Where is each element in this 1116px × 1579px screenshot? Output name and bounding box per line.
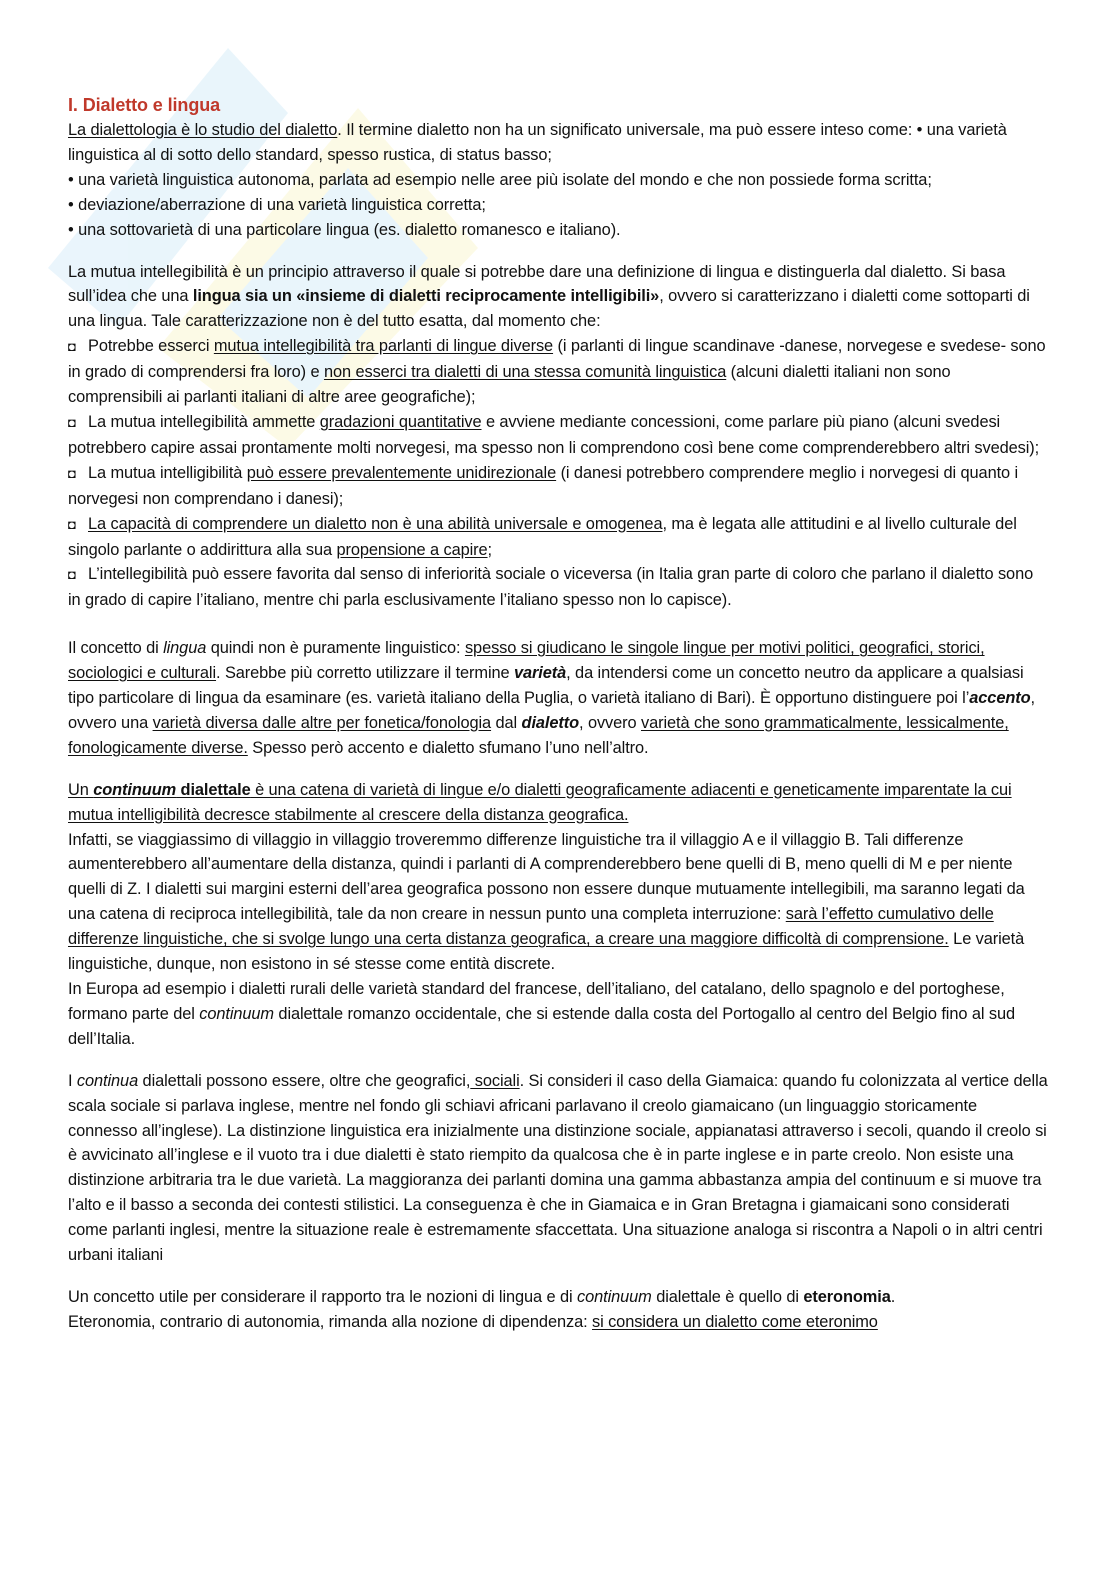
underlined-definition: Un continuum dialettale è una catena di varietà di lingue e/o dialetti geograficamente adiacenti e geneticamente imparentate la cui mutua intelligibilità decresce stabilmente al crescere della distanza geografica. bbox=[68, 780, 1012, 824]
paragraph-eteronomia: Un concetto utile per considerare il rapporto tra le nozioni di lingua e di continuum dialettale è quello di eteronomia. Eteronomia, contrario di autonomia, rimanda alla nozione di dipendenza: si considera un dialetto come eteronimo bbox=[68, 1287, 896, 1331]
bullet-icon: ◘ bbox=[68, 465, 76, 481]
paragraph-mutua-intellegibilita: La mutua intellegibilità è un principio attraverso il quale si potrebbe dare una definizione di lingua e distinguerla dal dialetto. Si basa sull’idea che una lingua sia un «insieme di dialetti reciprocamente intelligibili», ovvero si caratterizzano i dialetti come sottoparti di una lingua. Tale caratterizzazione non è del tutto esatta, dal momento che: ◘ Potrebbe esserci mutua intellegibilità tra parlanti di lingue diverse (i parlanti di lingue scandinave -danese, norvegese e svedese- sono in grado di comprendersi fra loro) e non esserci tra dialetti di una stessa comunità linguistica (alcuni dialetti italiani non sono comprensibili ai parlanti italiani di altre aree geografiche); ◘ La mutua intellegibilità ammette gradazioni quantitative e avviene mediante concessioni, come parlare più piano (alcuni svedesi potrebbero capire assai prontamente molti norvegesi, ma spesso non li comprendono così bene come comprenderebbero altri svedesi); ◘ La mutua intelligibilità può essere prevalentemente unidirezionale (i danesi potrebbero comprendere meglio i norvegesi di quanto i norvegesi non comprendano i danesi); ◘ La capacità di comprendere un dialetto non è una abilità universale e omogenea, ma è legata alle attitudini e al livello culturale del singolo parlante o addirittura alla sua propensione a capire; ◘ L’intellegibilità può essere favorita dal senso di inferiorità sociale o viceversa (in Italia gran parte di coloro che parlano il dialetto sono in grado di capire l’italiano, mentre chi parla esclusivamente l’italiano spesso non lo capisce). bbox=[68, 262, 1046, 610]
bullet-icon: ◘ bbox=[68, 516, 76, 532]
section-heading: I. Dialetto e lingua bbox=[68, 95, 221, 115]
bold-text: lingua sia un «insieme di dialetti reciprocamente intelligibili» bbox=[192, 287, 660, 306]
bullet-icon: ◘ bbox=[68, 567, 76, 583]
paragraph-continua-sociali: I continua dialettali possono essere, oltre che geografici, sociali. Si consideri il caso della Giamaica: quando fu colonizzata al vertice della scala sociale si parlava inglese, mentre nel fondo gli schiavi africani parlavano il creolo giamaicano (un linguaggio storicamente connesso all’inglese). La distinzione linguistica era inizialmente una distinzione sociale, appianatasi attraverso i secoli, quando il creolo si è avvicinato all’inglese e il vuoto tra i due dialetti è stato riempito da qualcosa che è in parte inglese e in parte creolo. Non esiste una distinzione arbitraria tra le due varietà. La maggioranza dei parlanti domina una gamma abbastanza ampia del continuum e si muove tra l’alto e il basso a seconda dei contesti stilistici. La conseguenza è che in Giamaica e in Gran Bretagna i giamaicani sono considerati come parlanti inglesi, mentre la situazione reale è estremamente sfaccettata. Una situazione analoga si riscontra a Napoli o in altri centri urbani italiani bbox=[68, 1071, 1048, 1265]
list-item: • una sottovarietà di una particolare lingua (es. dialetto romanesco e italiano). bbox=[68, 220, 621, 239]
underlined-text: La dialettologia è lo studio del dialetto bbox=[68, 121, 338, 139]
paragraph-continuum: Un continuum dialettale è una catena di varietà di lingue e/o dialetti geograficamente adiacenti e geneticamente imparentate la cui mutua intelligibilità decresce stabilmente al crescere della distanza geografica. Infatti, se viaggiassimo di villaggio in villaggio troveremmo differenze linguistiche tra il villaggio A e il villaggio B. Tali differenze aumenterebbero all’aumentare della distanza, quindi i parlanti di A comprenderebbero bene quelli di B, meno quelli di M e per niente quelli di Z. I dialetti sui margini esterni dell’area geografica possono non essere dunque mutuamente intellegibili, ma saranno legati da una catena di reciproca intellegibilità, tale da non creare in nessun punto una completa interruzione: sarà l’effetto cumulativo delle differenze linguistiche, che si svolge lungo una certa distanza geografica, a creare una maggiore difficoltà di comprensione. Le varietà linguistiche, dunque, non esistono in sé stesse come entità discrete. In Europa ad esempio i dialetti rurali delle varietà standard del francese, dell’italiano, del catalano, dello spagnolo e del portoghese, formano parte del continuum dialettale romanzo occidentale, che si estende dalla costa del Portogallo al centro del Belgio fino al sud dell’Italia. bbox=[68, 780, 1025, 1048]
bullet-icon: ◘ bbox=[68, 339, 76, 355]
list-item: • deviazione/aberrazione di una varietà linguistica corretta; bbox=[68, 195, 486, 214]
paragraph-dialettologia: La dialettologia è lo studio del dialetto. Il termine dialetto non ha un significato universale, ma può essere inteso come: • una varietà linguistica al di sotto dello standard, spesso rustica, di status basso; • una varietà linguistica autonoma, parlata ad esempio nelle aree più isolate del mondo e che non possiede forma scritta; • deviazione/aberrazione di una varietà linguistica corretta; • una sottovarietà di una particolare lingua (es. dialetto romanesco e italiano). bbox=[68, 121, 1007, 239]
paragraph-concetto-lingua: Il concetto di lingua quindi non è puramente linguistico: spesso si giudicano le singole lingue per motivi politici, geografici, storici, sociologici e culturali. Sarebbe più corretto utilizzare il termine varietà, da intendersi come un concetto neutro da applicare a qualsiasi tipo particolare di lingua da esaminare (es. varietà italiano della Puglia, o varietà italiano di Bari). È opportuno distinguere poi l’accento, ovvero una varietà diversa dalle altre per fonetica/fonologia dal dialetto, ovvero varietà che sono grammaticalmente, lessicalmente, fonologicamente diverse. Spesso però accento e dialetto sfumano l’uno nell’altro. bbox=[68, 639, 1035, 757]
list-item: • una varietà linguistica autonoma, parlata ad esempio nelle aree più isolate del mondo e che non possiede forma scritta; bbox=[68, 170, 932, 189]
bullet-icon: ◘ bbox=[68, 414, 76, 430]
